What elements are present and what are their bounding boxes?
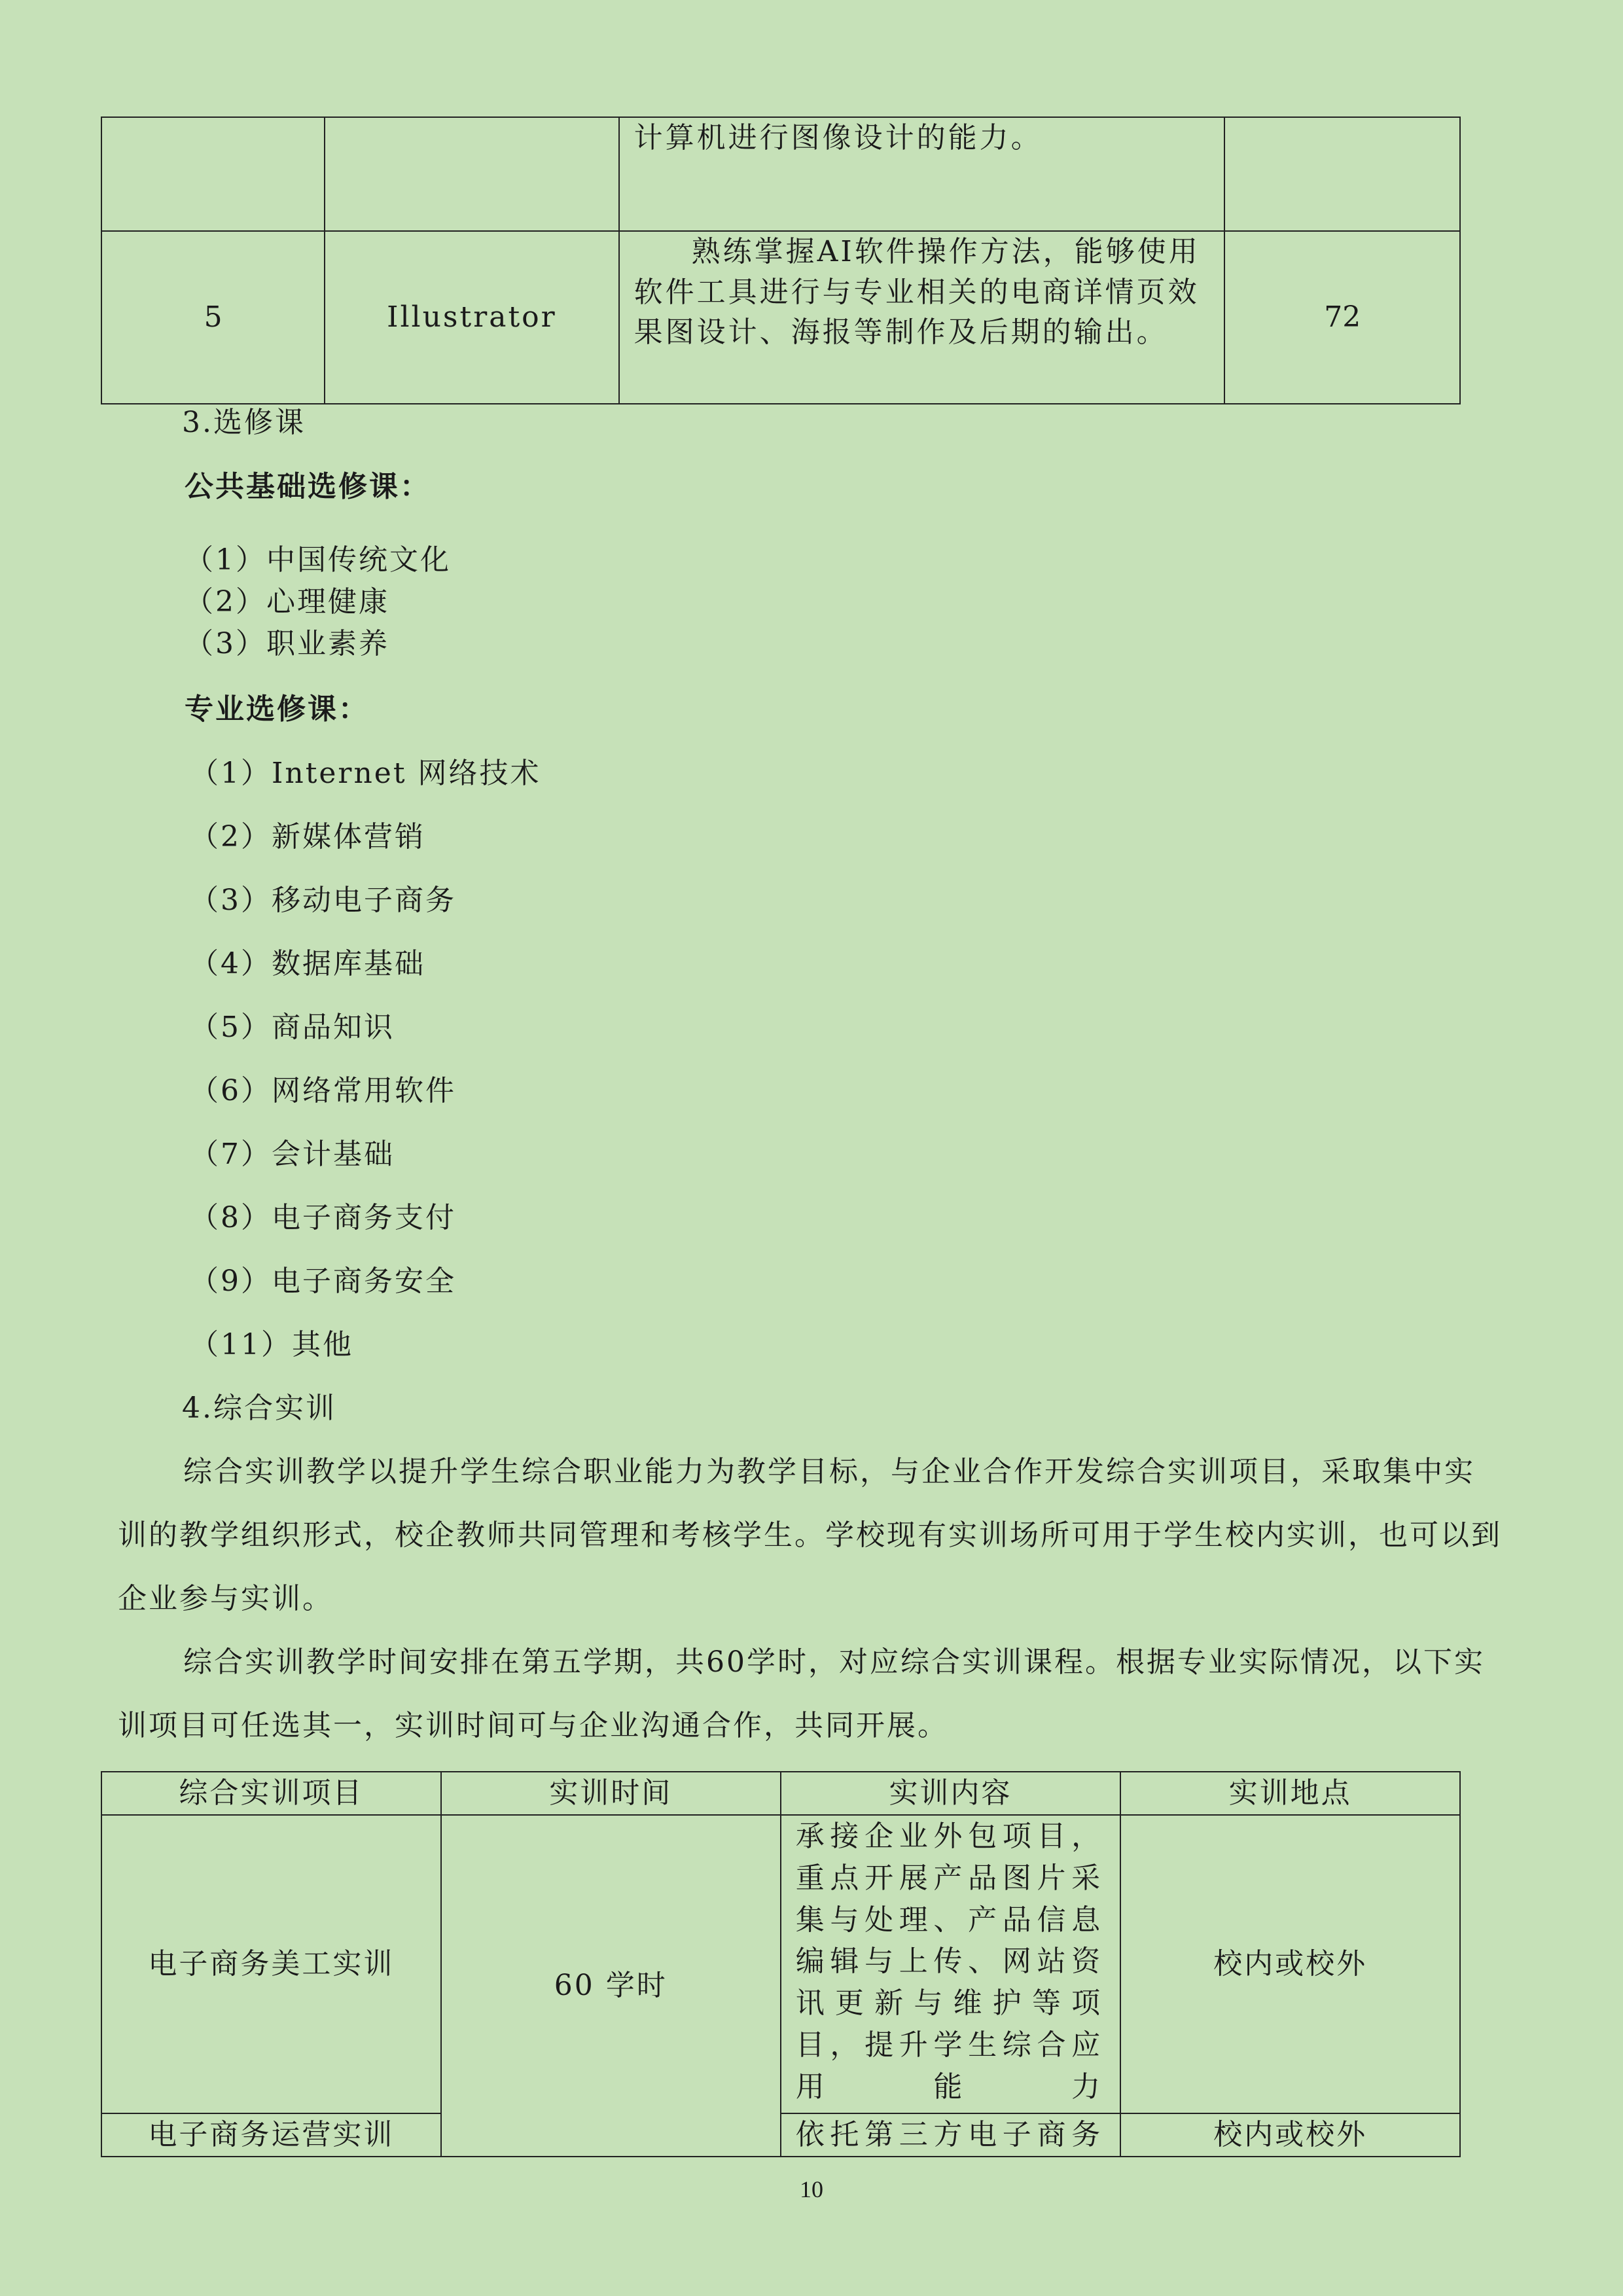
column-header: 实训内容 [781,1772,1120,1815]
column-header: 实训地点 [1120,1772,1460,1815]
list-item: （3）职业素养 [185,627,389,660]
table-header-row [101,1772,1460,1815]
course-number-cell [101,117,325,231]
section-heading: 4.综合实训 [182,1391,336,1425]
list-item: （5）商品知识 [190,1011,395,1044]
course-number-cell: 5 [101,231,325,404]
training-table [101,1771,1461,2157]
section-heading: 3.选修课 [182,406,306,439]
list-item: （3）移动电子商务 [190,884,456,917]
list-item: （6）网络常用软件 [190,1074,456,1107]
list-item: （9）电子商务安全 [190,1265,456,1298]
course-hours-cell [1224,117,1460,231]
page-number: 10 [800,2176,823,2202]
course-table [101,117,1461,404]
paragraph: 综合实训教学时间安排在第五学期，共60学时，对应综合实训课程。根据专业实际情况，以下实训项目可任选其一，实训时间可与企业沟通合作，共同开展。 [118,1645,1485,1742]
major-electives-title: 专业选修课： [185,692,369,726]
content-cell: 依托第三方电子商务 [781,2113,1120,2157]
column-header: 实训时间 [441,1772,781,1815]
location-cell: 校内或校外 [1120,2113,1460,2157]
project-cell: 电子商务运营实训 [101,2113,441,2157]
list-item: （2）新媒体营销 [190,820,425,853]
time-cell: 60 学时 [441,1815,781,2157]
course-content-cell: 计算机进行图像设计的能力。 [619,117,1225,231]
paragraph: 综合实训教学以提升学生综合职业能力为教学目标，与企业合作开发综合实训项目，采取集中实训的教学组织形式，校企教师共同管理和考核学生。学校现有实训场所可用于学生校内实训，也可以到企业参与实训。 [118,1455,1502,1615]
table-row [101,117,1460,231]
list-item: （4）数据库基础 [190,947,425,980]
list-item: （8）电子商务支付 [190,1201,456,1234]
course-content-cell: 熟练掌握AI软件操作方法，能够使用软件工具进行与专业相关的电商详情页效果图设计、海报等制作及后期的输出。 [619,231,1225,404]
public-electives-title: 公共基础选修课： [185,470,431,503]
list-item: （1）中国传统文化 [185,543,451,577]
project-cell: 电子商务美工实训 [101,1815,441,2113]
table-row [101,231,1460,404]
list-item: （2）心理健康 [185,585,389,619]
content-cell: 承接企业外包项目，重点开展产品图片采集与处理、产品信息编辑与上传、网站资讯更新与维护等项目，提升学生综合应用能力 [781,1815,1120,2113]
list-item: （7）会计基础 [190,1138,395,1171]
list-item: （1）Internet 网络技术 [190,757,541,790]
table-row [101,2113,1460,2157]
list-item: （11）其他 [190,1328,353,1361]
course-name-cell [325,117,618,231]
course-name-cell: Illustrator [325,231,618,404]
table-row [101,1815,1460,2113]
course-hours-cell: 72 [1224,231,1460,404]
column-header: 综合实训项目 [101,1772,441,1815]
location-cell: 校内或校外 [1120,1815,1460,2113]
